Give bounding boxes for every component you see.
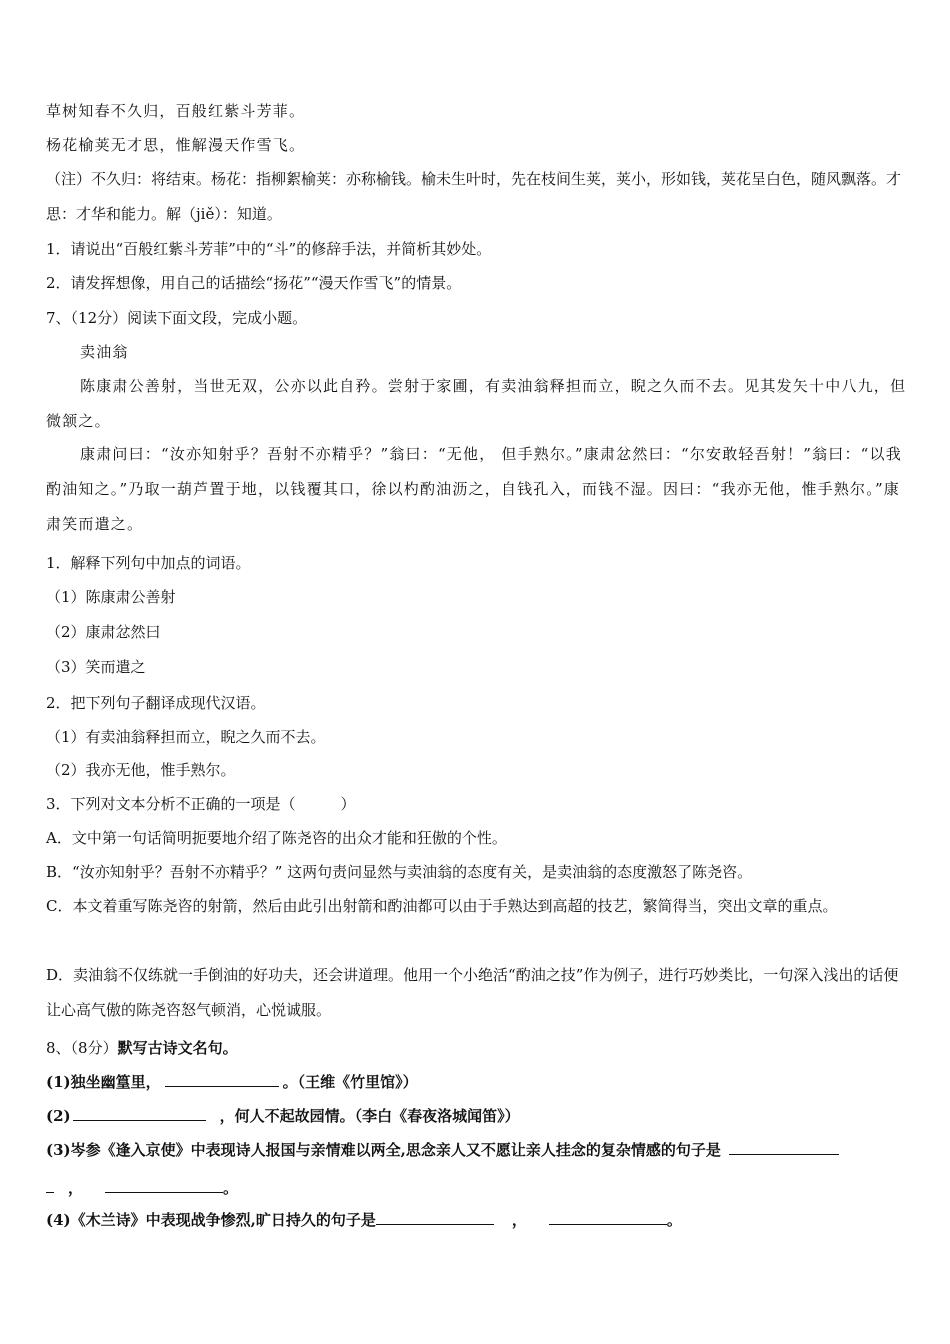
recite-item-1-source: 。（王维《竹里馆》）	[282, 1073, 418, 1091]
recite-item-4	[46, 1209, 682, 1231]
question-7-2: 2．把下列句子翻译成现代汉语。	[46, 694, 266, 712]
passage-paragraph-1: 陈康肃公善射，当世无双，公亦以此自矜。尝射于家圃，有卖油翁释担而立，睨之久而不去。见其发矢十中八九，但微颔之。	[46, 377, 907, 430]
option-a: A．文中第一句话简明扼要地介绍了陈尧咨的出众才能和狂傲的个性。	[46, 829, 507, 847]
option-d: D．卖油翁不仅练就一手倒油的好功夫，还会讲道理。他用一个小绝活“酌油之技”作为例子，进行巧妙类比，一句深入浅出的话便让心高气傲的陈尧咨怒气顿消，心悦诚服。	[46, 966, 899, 1019]
recite-item-4-period: 。	[666, 1211, 682, 1229]
question-7-1-item: （1）陈康肃公善射	[46, 588, 176, 606]
recite-item-2	[46, 1105, 520, 1127]
answer-blank[interactable]	[729, 1139, 839, 1155]
answer-blank[interactable]	[549, 1209, 667, 1225]
passage-paragraph-2: 康肃问曰：“汝亦知射乎？吾射不亦精乎？”翁曰：“无他， 但手熟尔。”康肃忿然曰：“尔安敢轻吾射！”翁曰：“以我酌油知之。”乃取一葫芦置于地，以钱覆其口，徐以杓酌油沥之，自钱孔入，而钱不湿。因曰：“我亦无他，惟手熟尔。”康肃笑而遣之。	[46, 445, 902, 533]
passage-title: 卖油翁	[80, 343, 129, 361]
recite-item-3-comma: ，	[68, 1179, 84, 1197]
answer-blank[interactable]	[46, 1177, 54, 1193]
recite-item-3-prompt: (3)岑参《逢入京使》中表现诗人报国与亲情难以两全,思念亲人又不愿让亲人挂念的复杂情感的句子是	[46, 1141, 721, 1159]
recite-item-1	[46, 1071, 418, 1093]
recite-item-4-prompt: (4)《木兰诗》中表现战争惨烈,旷日持久的句子是	[46, 1211, 376, 1229]
section-8-score: 8、（8分）	[46, 1039, 118, 1057]
section-8-heading	[46, 1037, 238, 1059]
poem-line-2: 杨花榆荚无才思，惟解漫天作雪飞。	[46, 136, 306, 154]
poem-question-1: 1．请说出“百般红紫斗芳菲”中的“斗”的修辞手法，并简析其妙处。	[46, 240, 492, 258]
section-8-title: 默写古诗文名句。	[117, 1039, 238, 1057]
answer-blank[interactable]	[165, 1071, 279, 1087]
question-7-2-item: （2）我亦无他，惟手熟尔。	[46, 761, 236, 779]
poem-note: （注）不久归：将结束。杨花：指柳絮榆荚：亦称榆钱。榆未生叶时，先在枝间生荚，荚小，形如钱，荚花呈白色，随风飘落。才思：才华和能力。解（jiě）：知道。	[46, 170, 902, 223]
section-7-heading: 7、（12分）阅读下面文段，完成小题。	[46, 309, 308, 327]
question-7-2-item: （1）有卖油翁释担而立，睨之久而不去。	[46, 728, 326, 746]
recite-item-2-prompt: (2)	[46, 1107, 71, 1125]
option-c: C．本文着重写陈尧咨的射箭，然后由此引出射箭和酌油都可以由于手熟达到高超的技艺，繁简得当，突出文章的重点。	[46, 897, 838, 915]
recite-item-4-comma: ，	[511, 1211, 527, 1229]
answer-blank[interactable]	[376, 1209, 494, 1225]
recite-item-2-source: ，何人不起故园情。（李白《春夜洛城闻笛》）	[219, 1107, 520, 1125]
question-7-3: 3．下列对文本分析不正确的一项是（ ）	[46, 795, 356, 813]
recite-item-3-continued	[46, 1177, 238, 1199]
recite-item-1-prompt: (1)独坐幽篁里，	[46, 1073, 161, 1091]
question-7-1-item: （3）笑而遣之	[46, 658, 146, 676]
answer-blank[interactable]	[105, 1177, 223, 1193]
recite-item-3-period: 。	[223, 1179, 239, 1197]
answer-blank[interactable]	[73, 1105, 206, 1121]
recite-item-3	[46, 1139, 839, 1161]
question-7-1: 1．解释下列句中加点的词语。	[46, 554, 251, 572]
poem-question-2: 2．请发挥想像，用自己的话描绘“扬花”“漫天作雪飞”的情景。	[46, 274, 462, 292]
poem-line-1: 草树知春不久归，百般红紫斗芳菲。	[46, 102, 306, 120]
question-7-1-item: （2）康肃忿然曰	[46, 623, 161, 641]
option-b: B．“汝亦知射乎？吾射不亦精乎？” 这两句责问显然与卖油翁的态度有关，是卖油翁的态度激怒了陈尧咨。	[46, 863, 753, 881]
